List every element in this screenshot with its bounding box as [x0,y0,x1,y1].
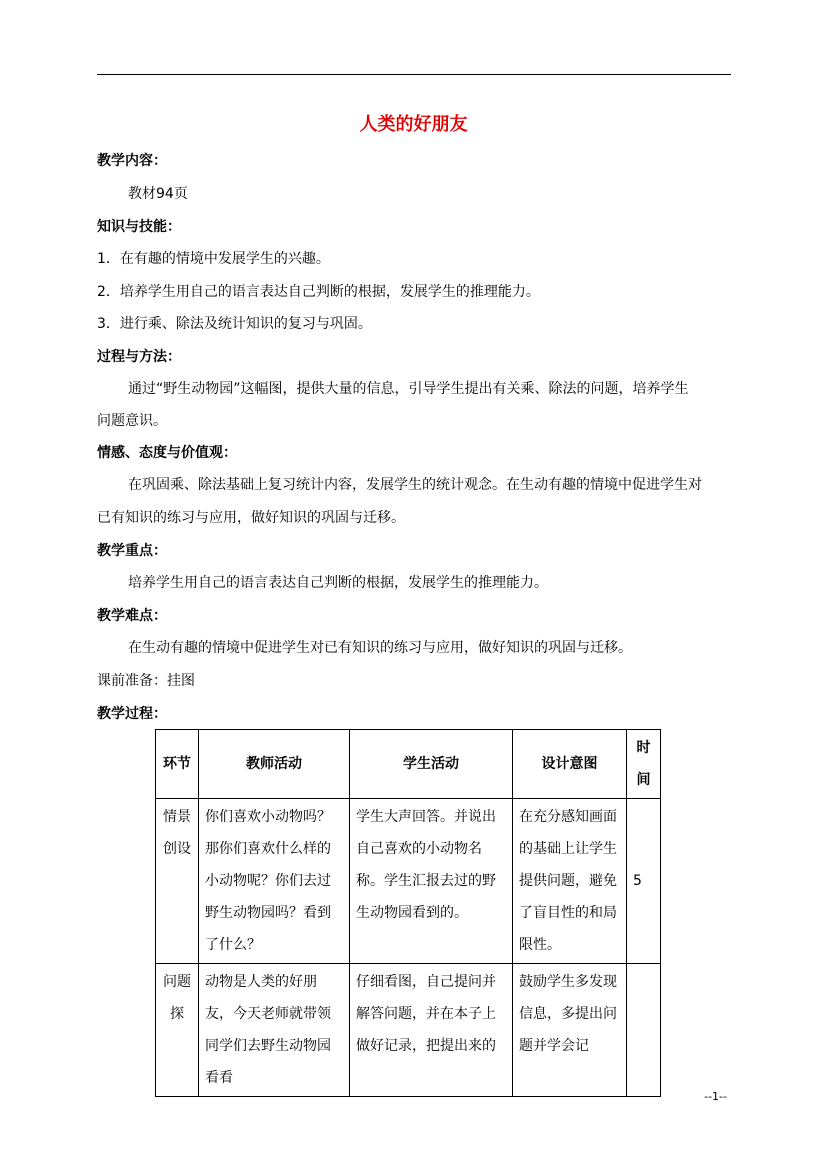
time-cell [627,964,661,1097]
header-time: 时间 [627,730,661,799]
emotion-line: 在巩固乘、除法基础上复习统计内容，发展学生的统计观念。在生动有趣的情境中促进学生对 [128,477,702,493]
key-text: 培养学生用自己的语言表达自己判断的根据，发展学生的推理能力。 [128,575,548,591]
emotion-line: 已有知识的练习与应用，做好知识的巩固与迁移。 [97,510,405,526]
method-line: 通过“野生动物园”这幅图，提供大量的信息，引导学生提出有关乘、除法的问题，培养学生 [128,381,689,397]
skills-item: 3．进行乘、除法及统计知识的复习与巩固。 [97,316,372,332]
header-rule [97,74,731,75]
key-heading: 教学重点： [97,543,167,559]
teacher-cell: 动物是人类的好朋友，今天老师就带领同学们去野生动物园看看 [199,964,350,1097]
difficulty-heading: 教学难点： [97,608,167,624]
process-heading: 教学过程： [97,706,167,722]
design-cell: 在充分感知画面的基础上让学生提供问题，避免了盲目性的和局限性。 [513,799,627,964]
header-stage: 环节 [156,730,199,799]
header-design: 设计意图 [513,730,627,799]
content-heading: 教学内容： [97,153,167,169]
header-teacher: 教师活动 [199,730,350,799]
prep-text: 课前准备：挂图 [97,673,195,689]
emotion-heading: 情感、态度与价值观： [97,445,237,461]
table-header-row [156,730,661,799]
table-row [156,964,661,1097]
header-student: 学生活动 [350,730,513,799]
difficulty-text: 在生动有趣的情境中促进学生对已有知识的练习与应用，做好知识的巩固与迁移。 [128,640,632,656]
page-title: 人类的好朋友 [359,114,468,135]
method-line: 问题意识。 [97,413,167,429]
page-number: --1-- [704,1090,727,1103]
time-cell: 5 [627,799,661,964]
skills-item: 2．培养学生用自己的语言表达自己判断的根据，发展学生的推理能力。 [97,284,540,300]
table-row [156,799,661,964]
skills-heading: 知识与技能： [97,219,181,235]
skills-item: 1．在有趣的情境中发展学生的兴趣。 [97,251,330,267]
teaching-process-table [155,729,661,1097]
design-cell: 鼓励学生多发现信息，多提出问题并学会记 [513,964,627,1097]
teacher-cell: 你们喜欢小动物吗？那你们喜欢什么样的小动物呢？你们去过野生动物园吗？看到了什么？ [199,799,350,964]
student-cell: 学生大声回答。并说出自己喜欢的小动物名称。学生汇报去过的野生动物园看到的。 [350,799,513,964]
stage-cell: 问题探 [156,964,199,1097]
stage-cell: 情景创设 [156,799,199,964]
student-cell: 仔细看图，自己提问并解答问题，并在本子上做好记录，把提出来的 [350,964,513,1097]
method-heading: 过程与方法： [97,349,181,365]
content-text: 教材94页 [128,186,188,202]
